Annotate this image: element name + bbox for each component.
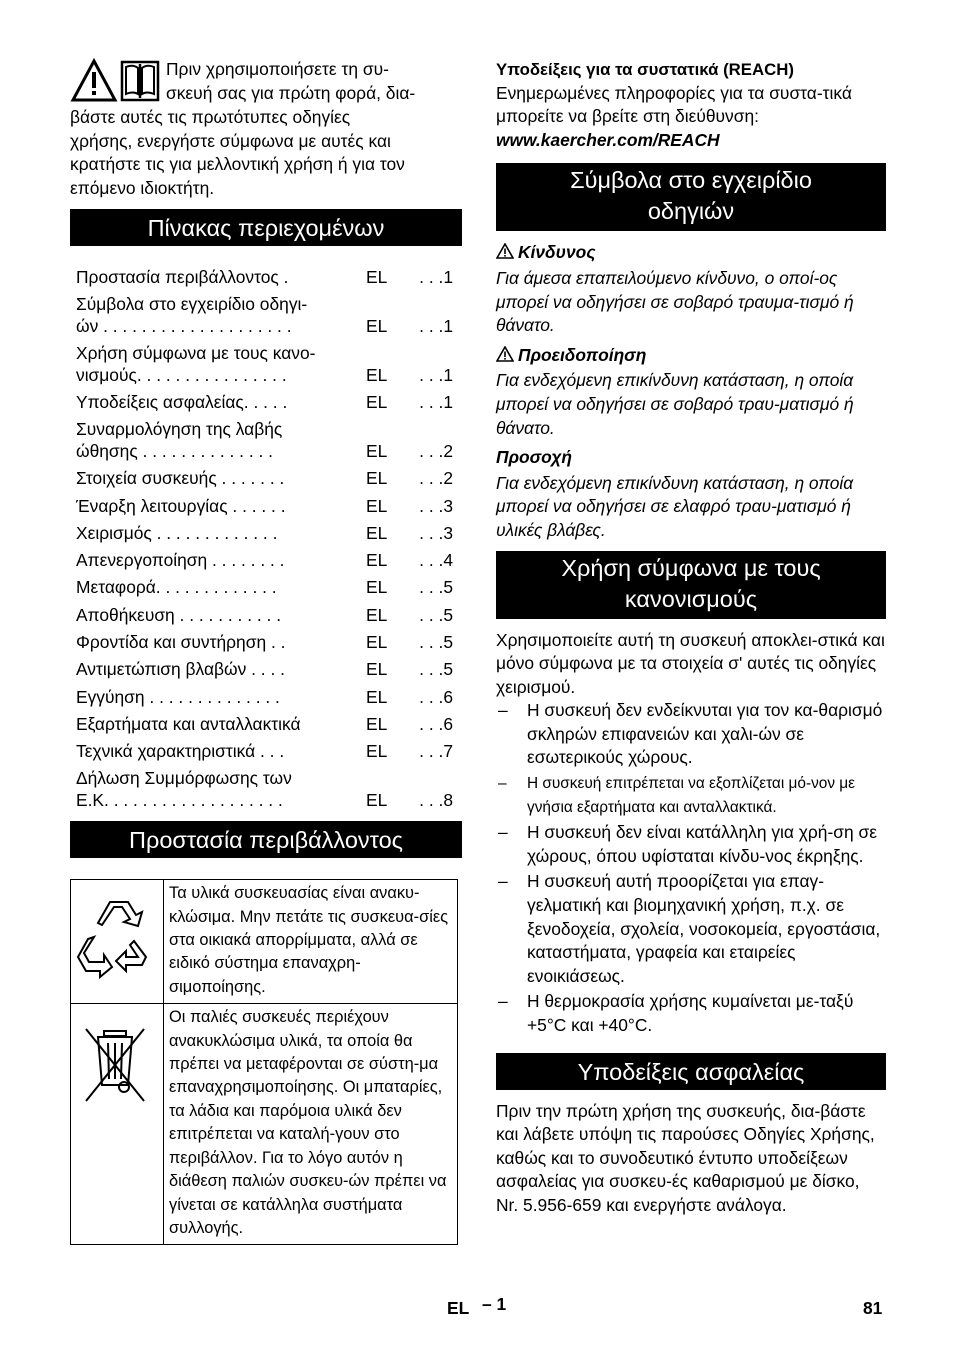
toc-entry-title: Χειρισμός . . . . . . . . . . . . . xyxy=(76,522,278,543)
toc-row[interactable] xyxy=(70,337,462,386)
recycle-icon xyxy=(72,895,162,985)
toc-entry-lang: EL xyxy=(366,686,388,707)
toc-entry-lang: EL xyxy=(366,266,388,287)
reach-text: Ενημερωμένες πληροφορίες για τα συστα-τικά μπορείτε να βρείτε στη διεύθυνση: xyxy=(496,82,852,127)
footer-lang: EL xyxy=(447,1298,470,1318)
toc-row[interactable] xyxy=(70,413,462,462)
toc-entry-title-line: νισμούς. . . . . . . . . . . . . . . . xyxy=(76,364,287,385)
list-item: – Η συσκευή δεν είναι κατάλληλη για χρή-ση σε χώρους, όπου υφίσταται κίνδυ-νος έκρηξης. xyxy=(498,822,877,866)
packaging-text: Τα υλικά συσκευασίας είναι ανακυ-κλώσιμα. Μην πετάτε τις συσκευα-σίες στα οικιακά απορρίμματα, αλλά σε ειδικό σύστημα επαναχρη-σιμοποίησης. xyxy=(164,880,458,1004)
toc-row[interactable] xyxy=(70,626,462,653)
toc-entry-title xyxy=(70,762,366,811)
environment-row-packaging xyxy=(71,880,458,1004)
toc-row[interactable] xyxy=(70,571,462,598)
toc-entry-lang: EL xyxy=(366,364,388,385)
toc-entry-lang: EL xyxy=(366,577,388,598)
toc-entry-page: . . .3 xyxy=(419,522,453,543)
reach-heading: Υποδείξεις για τα συστατικά (REACH) xyxy=(496,60,794,79)
toc-entry-lang: EL xyxy=(366,790,388,811)
warning-triangle-book-icon xyxy=(70,58,162,104)
warning-manual-icons xyxy=(70,58,162,106)
list-item: – Η συσκευή επιτρέπεται να εξοπλίζεται μό-νον με γνήσια εξαρτήματα και ανταλλακτικά. xyxy=(498,775,856,816)
toc-entry-title-line: Σύμβολα στο εγχειρίδιο οδηγι- xyxy=(76,293,308,314)
toc-entry-title: Έναρξη λειτουργίας . . . . . . xyxy=(76,495,286,516)
usage-list xyxy=(496,699,886,1037)
toc-entry-title-line: ών . . . . . . . . . . . . . . . . . . . . xyxy=(76,315,292,336)
toc-row[interactable] xyxy=(70,260,462,287)
toc-row[interactable] xyxy=(70,653,462,680)
caution-text: Για ενδεχόμενη επικίνδυνη κατάσταση, η οποία μπορεί να οδηγήσει σε ελαφρό τραυ-ματισμό ή υλικές βλάβες. xyxy=(496,472,854,540)
toc-entry-title: Αντιμετώπιση βλαβών . . . . xyxy=(76,659,285,680)
toc-entry-lang: EL xyxy=(366,659,388,680)
safety-heading: Υποδείξεις ασφαλείας xyxy=(496,1053,886,1090)
toc-entry-page: . . .3 xyxy=(419,495,453,516)
toc-entry-lang: EL xyxy=(366,495,388,516)
toc-entry-lang: EL xyxy=(366,550,388,571)
toc-entry-title: Αποθήκευση . . . . . . . . . . . xyxy=(76,604,282,625)
list-item: – Η θερμοκρασία χρήσης κυμαίνεται με-ταξύ +5°C και +40°C. xyxy=(498,991,854,1035)
reach-url[interactable]: www.kaercher.com/REACH xyxy=(496,129,720,150)
danger-label: Κίνδυνος xyxy=(518,242,596,263)
environment-heading: Προστασία περιβάλλοντος xyxy=(70,821,462,858)
right-column xyxy=(496,58,886,1218)
toc-table xyxy=(70,260,462,811)
page-number: 81 xyxy=(863,1298,883,1318)
toc-row[interactable] xyxy=(70,386,462,413)
toc-entry-lang: EL xyxy=(366,315,388,336)
warning-triangle-icon xyxy=(496,243,514,259)
intro-line: βάστε αυτές τις πρωτότυπες οδηγίες xyxy=(70,107,351,127)
toc-entry-title: Στοιχεία συσκευής . . . . . . . xyxy=(76,468,285,489)
toc-entry-title: Εγγύηση . . . . . . . . . . . . . . xyxy=(76,686,280,707)
toc-entry-page: . . .6 xyxy=(419,686,453,707)
toc-row[interactable] xyxy=(70,735,462,762)
toc-entry-page: . . .1 xyxy=(419,391,453,412)
recycle-icon-cell xyxy=(71,880,164,1004)
toc-entry-title: Υποδείξεις ασφαλείας. . . . . xyxy=(76,391,288,412)
toc-entry-lang: EL xyxy=(366,741,388,762)
toc-row[interactable] xyxy=(70,708,462,735)
toc-row[interactable] xyxy=(70,462,462,489)
toc-entry-lang: EL xyxy=(366,604,388,625)
toc-entry-page: . . .5 xyxy=(419,632,453,653)
toc-entry-lang: EL xyxy=(366,632,388,653)
toc-entry-lang: EL xyxy=(366,440,388,461)
danger-text: Για άμεσα επαπειλούμενο κίνδυνο, ο οποί-ος μπορεί να οδηγήσει σε σοβαρό τραυμα-τισμό ή θάνατο. xyxy=(496,267,854,336)
bin-icon-cell xyxy=(71,1004,164,1245)
toc-entry-page: . . .2 xyxy=(419,468,453,489)
toc-entry-title: Απενεργοποίηση . . . . . . . . xyxy=(76,550,285,571)
toc-entry-title xyxy=(70,413,366,462)
toc-entry-title: Μεταφορά. . . . . . . . . . . . . xyxy=(76,577,277,598)
intro-line: κρατήστε τις για μελλοντική χρήση ή για τον xyxy=(70,154,405,175)
warning-label-line xyxy=(496,344,886,368)
toc-entry-title-line: Δήλωση Συμμόρφωσης των xyxy=(76,768,292,789)
toc-entry-title-line: Συναρμολόγηση της λαβής xyxy=(76,418,283,439)
toc-entry-page: . . .6 xyxy=(419,713,453,734)
toc-entry-page: . . .5 xyxy=(419,604,453,625)
toc-entry-title xyxy=(70,288,366,337)
toc-entry-page: . . .1 xyxy=(419,266,453,287)
toc-entry-page: . . .7 xyxy=(419,741,453,762)
usage-heading: Χρήση σύμφωνα με τους κανονισμούς xyxy=(496,551,886,619)
toc-entry-title: Προστασία περιβάλλοντος . xyxy=(76,266,289,287)
toc-entry-lang: EL xyxy=(366,391,388,412)
toc-entry-page: . . .5 xyxy=(419,577,453,598)
toc-row[interactable] xyxy=(70,544,462,571)
crossed-out-bin-icon xyxy=(72,1021,162,1111)
toc-entry-lang: EL xyxy=(366,522,388,543)
toc-entry-lang: EL xyxy=(366,713,388,734)
warning-triangle-icon xyxy=(496,346,514,362)
toc-entry-title xyxy=(70,337,366,386)
toc-entry-page: . . .8 xyxy=(419,790,453,811)
danger-label-line xyxy=(496,241,886,265)
toc-entry-title: Εξαρτήματα και ανταλλακτικά xyxy=(76,713,301,734)
toc-row[interactable] xyxy=(70,489,462,516)
warning-text: Για ενδεχόμενη επικίνδυνη κατάσταση, η οποία μπορεί να οδηγήσει σε σοβαρό τραυ-ματισμό ή θάνατο. xyxy=(496,370,854,438)
toc-entry-title-line: ώθησης . . . . . . . . . . . . . . xyxy=(76,440,273,461)
list-item: – Η συσκευή αυτή προορίζεται για επαγ-γελματική και βιομηχανική χρήση, π.χ. σε ξενοδοχεία, σχολεία, νοσοκομεία, εργοστάσια, καταστήματα, γραφεία και εταιρείες ενοικιάσεως. xyxy=(498,871,881,986)
toc-row[interactable] xyxy=(70,680,462,707)
toc-entry-title: Φροντίδα και συντήρηση . . xyxy=(76,632,286,653)
toc-entry-title-line: Ε.Κ. . . . . . . . . . . . . . . . . . . xyxy=(76,790,283,811)
toc-entry-title-line: Χρήση σύμφωνα με τους κανο- xyxy=(76,342,316,363)
safety-text: Πριν την πρώτη χρήση της συσκευής, δια-βάστε και λάβετε υπόψη τις παρούσες Οδηγίες Χρήσης, καθώς και το συνοδευτικό έντυπο υποδείξεων ασφαλείας για συσκευ-ές καθαρισμού με δίσκο, Nr. 5.956-659 και ενεργήστε ανάλογα. xyxy=(496,1100,875,1215)
old-devices-text: Οι παλιές συσκευές περιέχουν ανακυκλώσιμα υλικά, τα οποία θα πρέπει να μεταφέρονται σε σύστη-μα επαναχρησιμοποίησης. Οι μπαταρίες, τα λάδια και παρόμοια υλικά δεν επιτρέπεται να καταλή-γουν στο περιβάλλον. Για το λόγο αυτόν η διάθεση παλιών συσκευ-ών πρέπει να γίνεται σε κατάλληλα συστήματα συλλογής. xyxy=(164,1004,458,1245)
toc-row[interactable] xyxy=(70,598,462,625)
toc-entry-title: Τεχνικά χαρακτηριστικά . . . xyxy=(76,741,285,762)
intro-line: σκευή σας για πρώτη φορά, δια- xyxy=(166,82,416,103)
environment-row-old-devices xyxy=(71,1004,458,1245)
intro-paragraph xyxy=(70,58,462,200)
toc-entry-page: . . .1 xyxy=(419,364,453,385)
toc-row[interactable] xyxy=(70,288,462,337)
footer-section-page: – 1 xyxy=(482,1294,507,1314)
intro-line: επόμενο ιδιοκτήτη. xyxy=(70,177,215,198)
toc-entry-lang: EL xyxy=(366,468,388,489)
toc-row[interactable] xyxy=(70,517,462,544)
caution-label: Προσοχή xyxy=(496,447,572,468)
left-column xyxy=(70,58,462,1245)
intro-line: Πριν χρησιμοποιήσετε τη συ- xyxy=(166,59,389,79)
toc-entry-page: . . .4 xyxy=(419,550,453,571)
toc-row[interactable] xyxy=(70,762,462,811)
intro-line: χρήσης, ενεργήστε σύμφωνα με αυτές και xyxy=(70,130,391,151)
environment-table xyxy=(70,879,458,1245)
usage-intro: Χρησιμοποιείτε αυτή τη συσκευή αποκλει-στικά και μόνο σύμφωνα με τα στοιχεία σ' αυτές τις οδηγίες χειρισμού. xyxy=(496,629,885,697)
symbols-heading: Σύμβολα στο εγχειρίδιο οδηγιών xyxy=(496,163,886,231)
toc-entry-page: . . .1 xyxy=(419,315,453,336)
toc-heading: Πίνακας περιεχομένων xyxy=(70,209,462,246)
warning-label: Προειδοποίηση xyxy=(518,344,647,365)
toc-entry-page: . . .5 xyxy=(419,659,453,680)
toc-entry-page: . . .2 xyxy=(419,440,453,461)
list-item: – Η συσκευή δεν ενδείκνυται για τον κα-θαρισμό σκληρών επιφανειών και χαλι-ών σε εσωτερικούς χώρους. xyxy=(498,700,883,768)
